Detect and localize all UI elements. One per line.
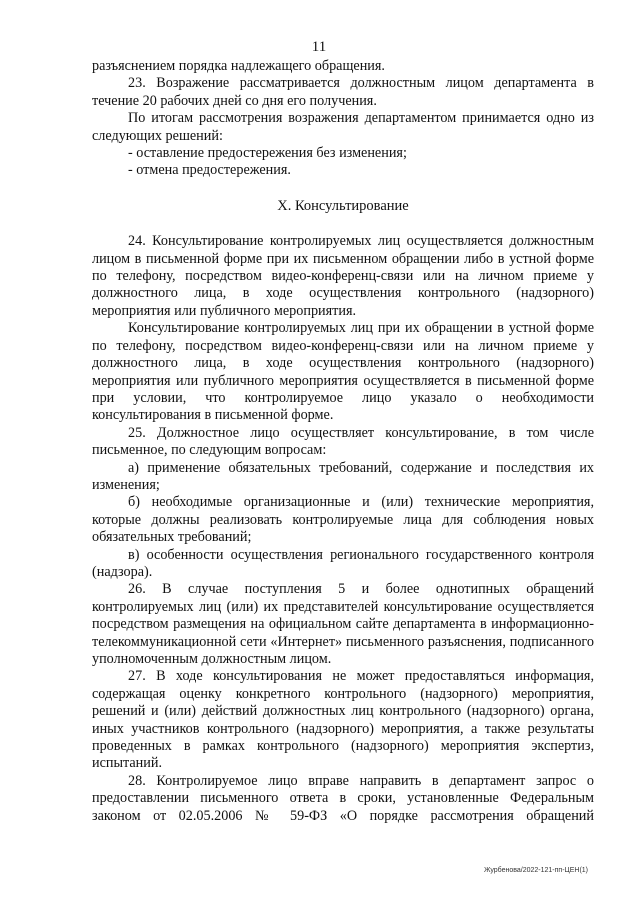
paragraph-item-25: 25. Должностное лицо осуществляет консультирование, в том числе письменное, по следующим вопросам: [92,424,594,459]
list-item-c: в) особенности осуществления регионального государственного контроля (надзора). [92,546,594,580]
document-body [92,58,594,825]
list-item-a: а) применение обязательных требований, содержание и последствия их изменения; [92,459,594,493]
page-number: 11 [311,39,327,55]
paragraph-item-28: 28. Контролируемое лицо вправе направить в департамент запрос о предоставлении письменного ответа в сроки, установленные Федеральным законом от 02.05.2006 № 59-ФЗ «О порядке рассмотрения обращений [92,772,594,824]
paragraph-item-23: 23. Возражение рассматривается должностным лицом департамента в течение 20 рабочих дней со дня его получения. [92,75,594,109]
list-item: - отмена предостережения. [128,162,291,179]
paragraph: По итогам рассмотрения возражения департаментом принимается одно из следующих решений: [92,110,594,144]
footer-document-code: Журбенова/2022-121-пп-ЦЕН(1) [483,867,588,874]
paragraph: Консультирование контролируемых лиц при их обращении в устной форме по телефону, посредством видео-конференц-связи или на личном приеме у должностного лица, в ходе осуществления контрольного (надзорного) мероприятия или публичного мероприятия осуществляется в письменной форме при условии, что контролируемое лицо указало о необходимости консультирования в письменной форме. [92,320,594,424]
paragraph-item-24: 24. Консультирование контролируемых лиц осуществляется должностным лицом в письменной форме при их письменном обращении либо в устной форме по телефону, посредством видео-конференц-связи или на личном приеме у должностного лица, в ходе осуществления контрольного (надзорного) мероприятия или публичного мероприятия. [92,233,594,319]
list-item: - оставление предостережения без изменения; [128,145,407,162]
section-title: X. Консультирование [277,197,409,214]
paragraph: разъяснением порядка надлежащего обращения. [92,58,385,74]
paragraph-item-27: 27. В ходе консультирования не может предоставляться информация, содержащая оценку конкретного контрольного (надзорного) мероприятия, решений и (или) действий должностных лиц контрольного (надзорного) органа, иных участников контрольного (надзорного) мероприятия, а также результаты проведенных в рамках контрольного (надзорного) мероприятия экспертиз, испытаний. [92,668,594,772]
list-item-b: б) необходимые организационные и (или) технические мероприятия, которые должны реализовать контролируемые лица для соблюдения новых обязательных требований; [92,494,594,546]
paragraph-item-26: 26. В случае поступления 5 и более однотипных обращений контролируемых лиц (или) их представителей консультирование осуществляется посредством размещения на официальном сайте департамента в информационно-телекоммуникационной сети «Интернет» письменного разъяснения, подписанного уполномоченным должностным лицом. [92,581,594,667]
